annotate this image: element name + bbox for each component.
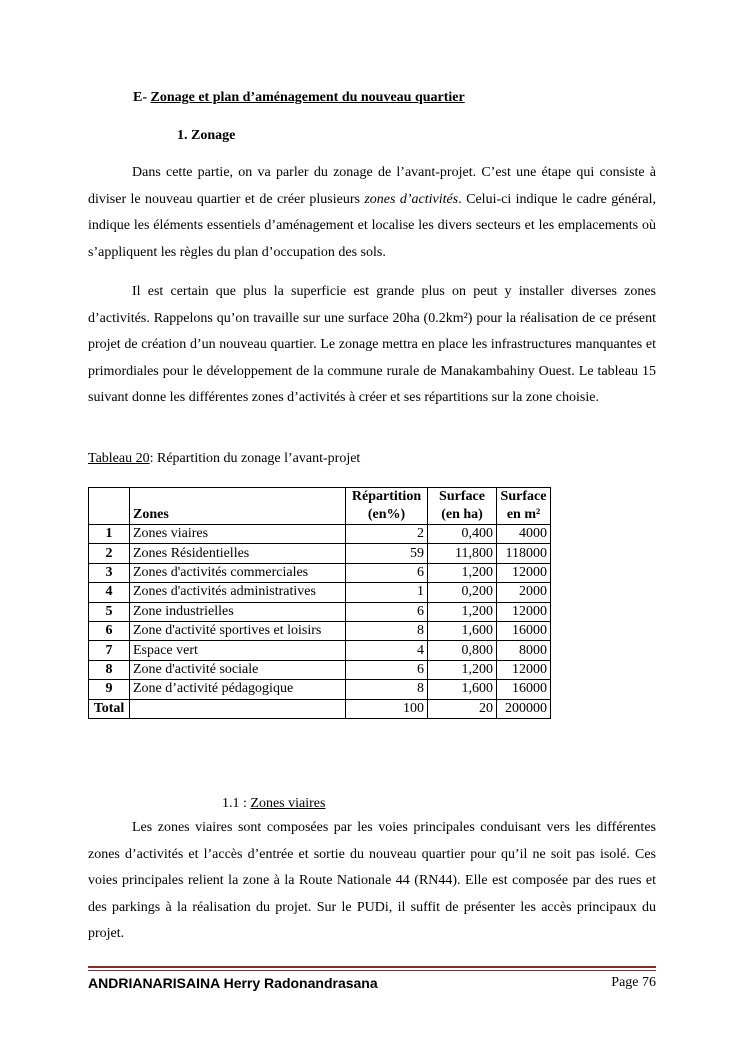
table-header-row (89, 488, 551, 525)
zoning-table (88, 487, 551, 719)
paragraph-zones-viaires (88, 815, 656, 948)
table-total-row: Total 100 20 200000 (89, 699, 551, 718)
page-number: Page 76 (611, 975, 656, 990)
table-row: 4 Zones d'activités administratives 1 0,200 2000 (89, 583, 551, 602)
table-caption (88, 451, 360, 467)
para1-text-b: . Celui-ci indique le cadre général, indique les éléments essentiels d’aménagement et localise les divers secteurs et les emplacements où s’appliquent les règles du plan d’occupation des sols. (88, 191, 656, 260)
para1-italic: zones d’activités (364, 191, 459, 207)
table-row: 1 Zones viaires 2 0,400 4000 (89, 525, 551, 544)
paragraph-surface (88, 279, 656, 412)
para2-text: Il est certain que plus la superficie est grande plus on peut y installer diverses zones d’activités. Rappelons qu’on travaille sur une surface 20ha (0.2km²) pour la réalisation de ce présent projet de création d’un nouveau quartier. Le zonage mettra en place les infrastructures manquantes et primordiales pour le développement de la commune rurale de Manakambahiny Ouest. Le tableau 15 suivant donne les différentes zones d’activités à créer et ses répartitions sur la zone choisie. (88, 284, 656, 405)
section-heading (133, 90, 465, 106)
table-row: 5 Zone industrielles 6 1,200 12000 (89, 602, 551, 621)
header-surface-ha: Surface (en ha) (428, 488, 497, 525)
table-row: 2 Zones Résidentielles 59 11,800 118000 (89, 544, 551, 563)
subsection-zones-viaires (222, 796, 325, 812)
para3-text: Les zones viaires sont composées par les voies principales conduisant vers les différentes zones d’activités et l’accès d’entrée et sortie du nouveau quartier pour qu’il ne soit pas isolé. Ces voies principales relient la zone à la Route Nationale 44 (RN44). Elle est composée par des rues et des parkings à la réalisation du projet. Sur le PUDi, il suffit de présenter les accès principaux du projet. (88, 820, 656, 941)
sub11-prefix: 1.1 : (222, 796, 251, 811)
table-row: 6 Zone d'activité sportives et loisirs 8 1,600 16000 (89, 621, 551, 640)
table-row: 8 Zone d'activité sociale 6 1,200 12000 (89, 660, 551, 679)
sub11-title: Zones viaires (250, 796, 326, 811)
header-index (89, 488, 130, 525)
para1-text-a: Dans cette partie, on va parler du zonage de l’avant-projet. C’est une étape qui consiste à diviser le nouveau quartier et de créer plusieurs (88, 165, 656, 207)
subsection-title: 1. Zonage (177, 128, 236, 143)
paragraph-intro (88, 160, 656, 266)
header-zones: Zones (130, 488, 346, 525)
header-repartition: Répartition (en%) (346, 488, 428, 525)
section-title: Zonage et plan d’aménagement du nouveau quartier (150, 90, 465, 105)
footer-author: ANDRIANARISAINA Herry Radonandrasana (88, 975, 378, 991)
caption-text: : Répartition du zonage l’avant-projet (149, 451, 361, 466)
section-prefix: E- (133, 90, 151, 105)
caption-label: Tableau 20 (88, 451, 150, 466)
table-row: 7 Espace vert 4 0,800 8000 (89, 641, 551, 660)
table-row: 9 Zone d’activité pédagogique 8 1,600 16000 (89, 680, 551, 699)
header-surface-m2: Surface en m² (497, 488, 551, 525)
table-row: 3 Zones d'activités commerciales 6 1,200 12000 (89, 563, 551, 582)
footer-rule (88, 966, 656, 971)
